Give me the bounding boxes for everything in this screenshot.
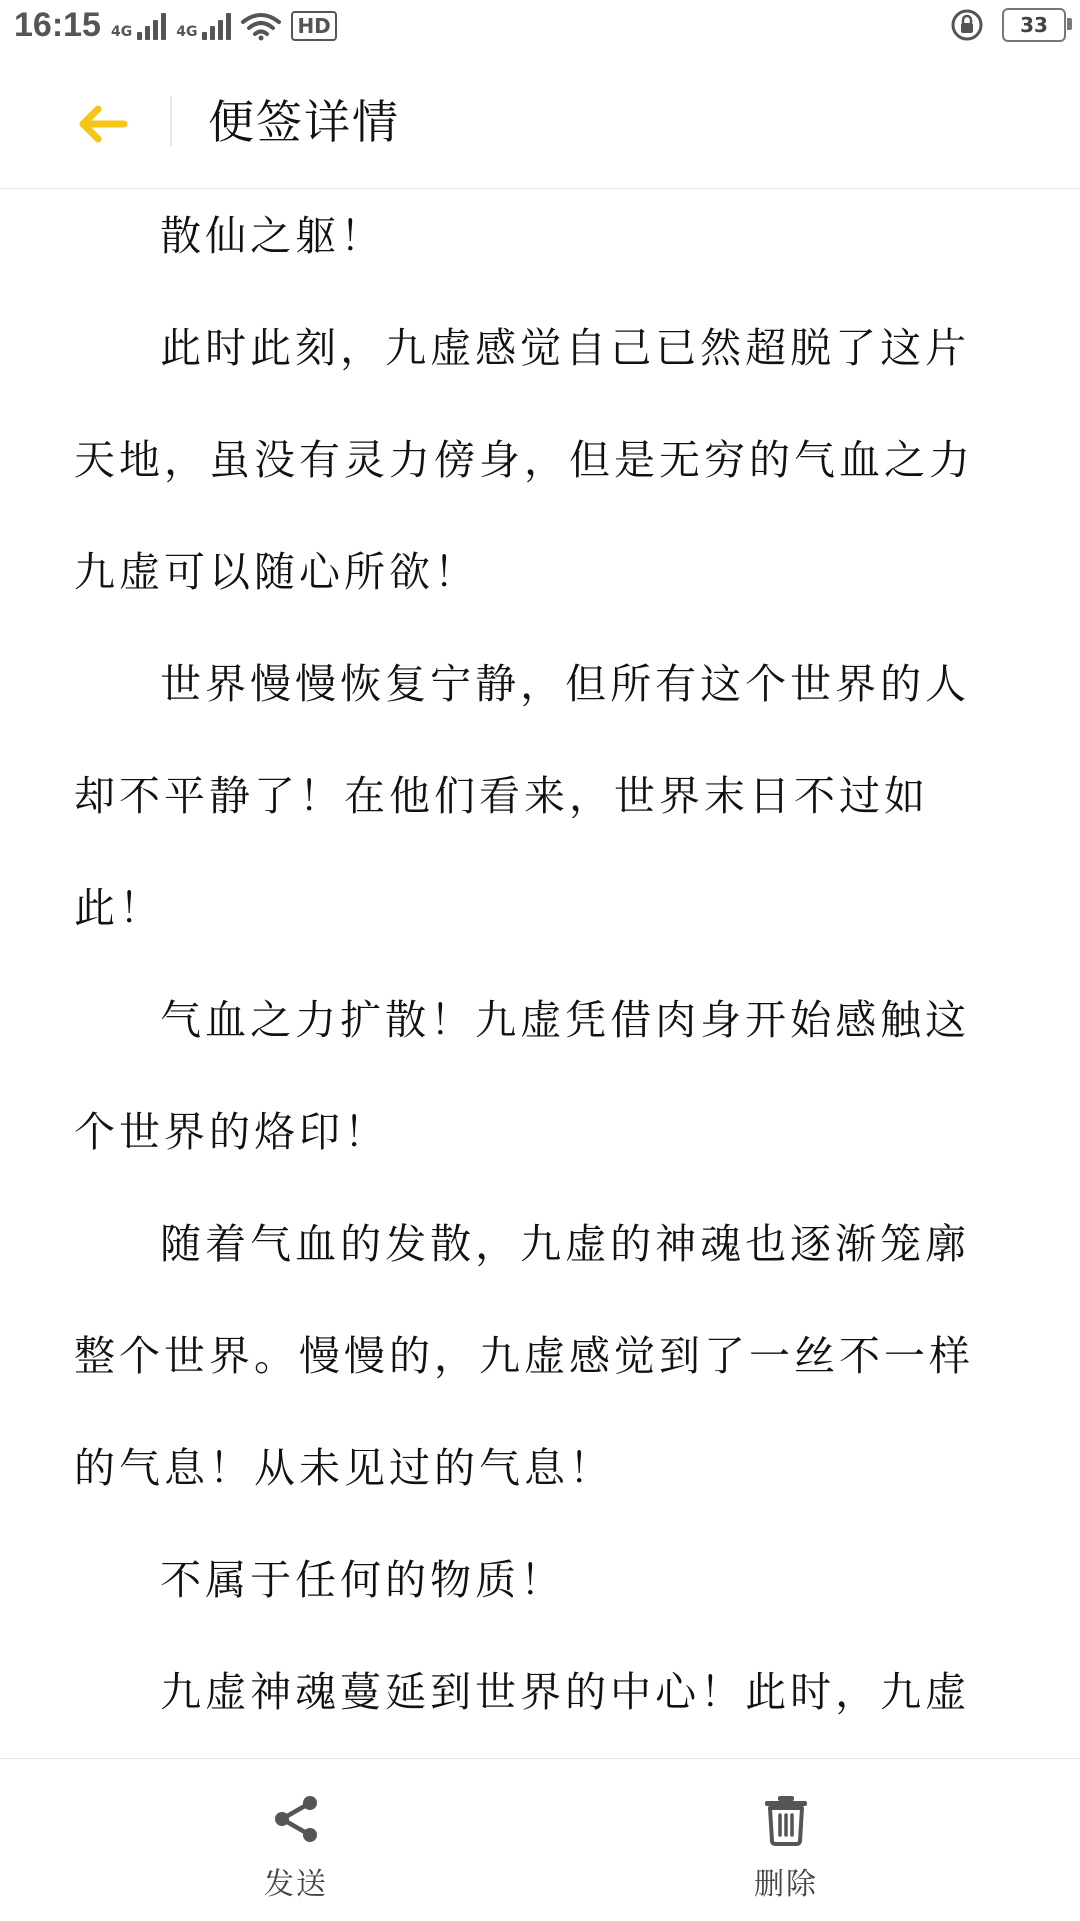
note-text <box>74 180 1004 1860</box>
note-paragraph: 散仙之躯！ <box>160 212 386 260</box>
send-label: 发送 <box>264 1867 328 1902</box>
bottom-toolbar <box>0 1758 1080 1921</box>
note-paragraph: 世界慢慢恢复宁静，但所有这个世界的人却不平静了！在他们看来，世界末日不过如此！ <box>74 660 971 932</box>
note-paragraph: 不属于任何的物质！ <box>160 1556 566 1604</box>
signal-1 <box>111 12 166 40</box>
network-type-2: 4G <box>176 23 198 40</box>
trash-icon <box>760 1793 812 1845</box>
send-button[interactable] <box>226 1793 366 1903</box>
status-right <box>950 8 1066 42</box>
signal-bars-icon <box>202 12 231 40</box>
note-paragraph: 此时此刻，九虚感觉自己已然超脱了这片天地，虽没有灵力傍身，但是无穷的气血之力九虚可以随心所欲！ <box>74 324 974 596</box>
status-left <box>14 6 337 45</box>
battery-level: 33 <box>1020 13 1048 37</box>
signal-bars-icon <box>137 12 166 40</box>
battery-icon <box>1002 8 1066 42</box>
delete-button[interactable] <box>716 1793 856 1903</box>
back-button[interactable] <box>72 94 132 154</box>
arrow-left-icon <box>76 104 128 144</box>
note-paragraph: 九虚神魂蔓延到世界的中心！此时，九虚 <box>160 1668 971 1716</box>
note-paragraph: 气血之力扩散！九虚凭借肉身开始感触这个世界的烙印！ <box>74 996 971 1156</box>
page-title: 便签详情 <box>208 95 400 149</box>
share-icon <box>270 1793 322 1845</box>
app-header <box>0 56 1080 189</box>
signal-2 <box>176 12 231 40</box>
network-type-1: 4G <box>110 23 133 40</box>
hd-badge: HD <box>291 11 336 41</box>
status-bar <box>0 0 1080 56</box>
note-content[interactable] <box>0 188 1080 1758</box>
delete-label: 删除 <box>754 1867 818 1902</box>
rotation-lock-icon <box>950 8 984 42</box>
status-time: 16:15 <box>14 6 101 44</box>
note-paragraph: 随着气血的发散，九虚的神魂也逐渐笼廓整个世界。慢慢的，九虚感觉到了一丝不一样的气息！从未见过的气息！ <box>74 1220 974 1492</box>
header-divider <box>170 96 172 146</box>
wifi-icon <box>241 12 281 40</box>
